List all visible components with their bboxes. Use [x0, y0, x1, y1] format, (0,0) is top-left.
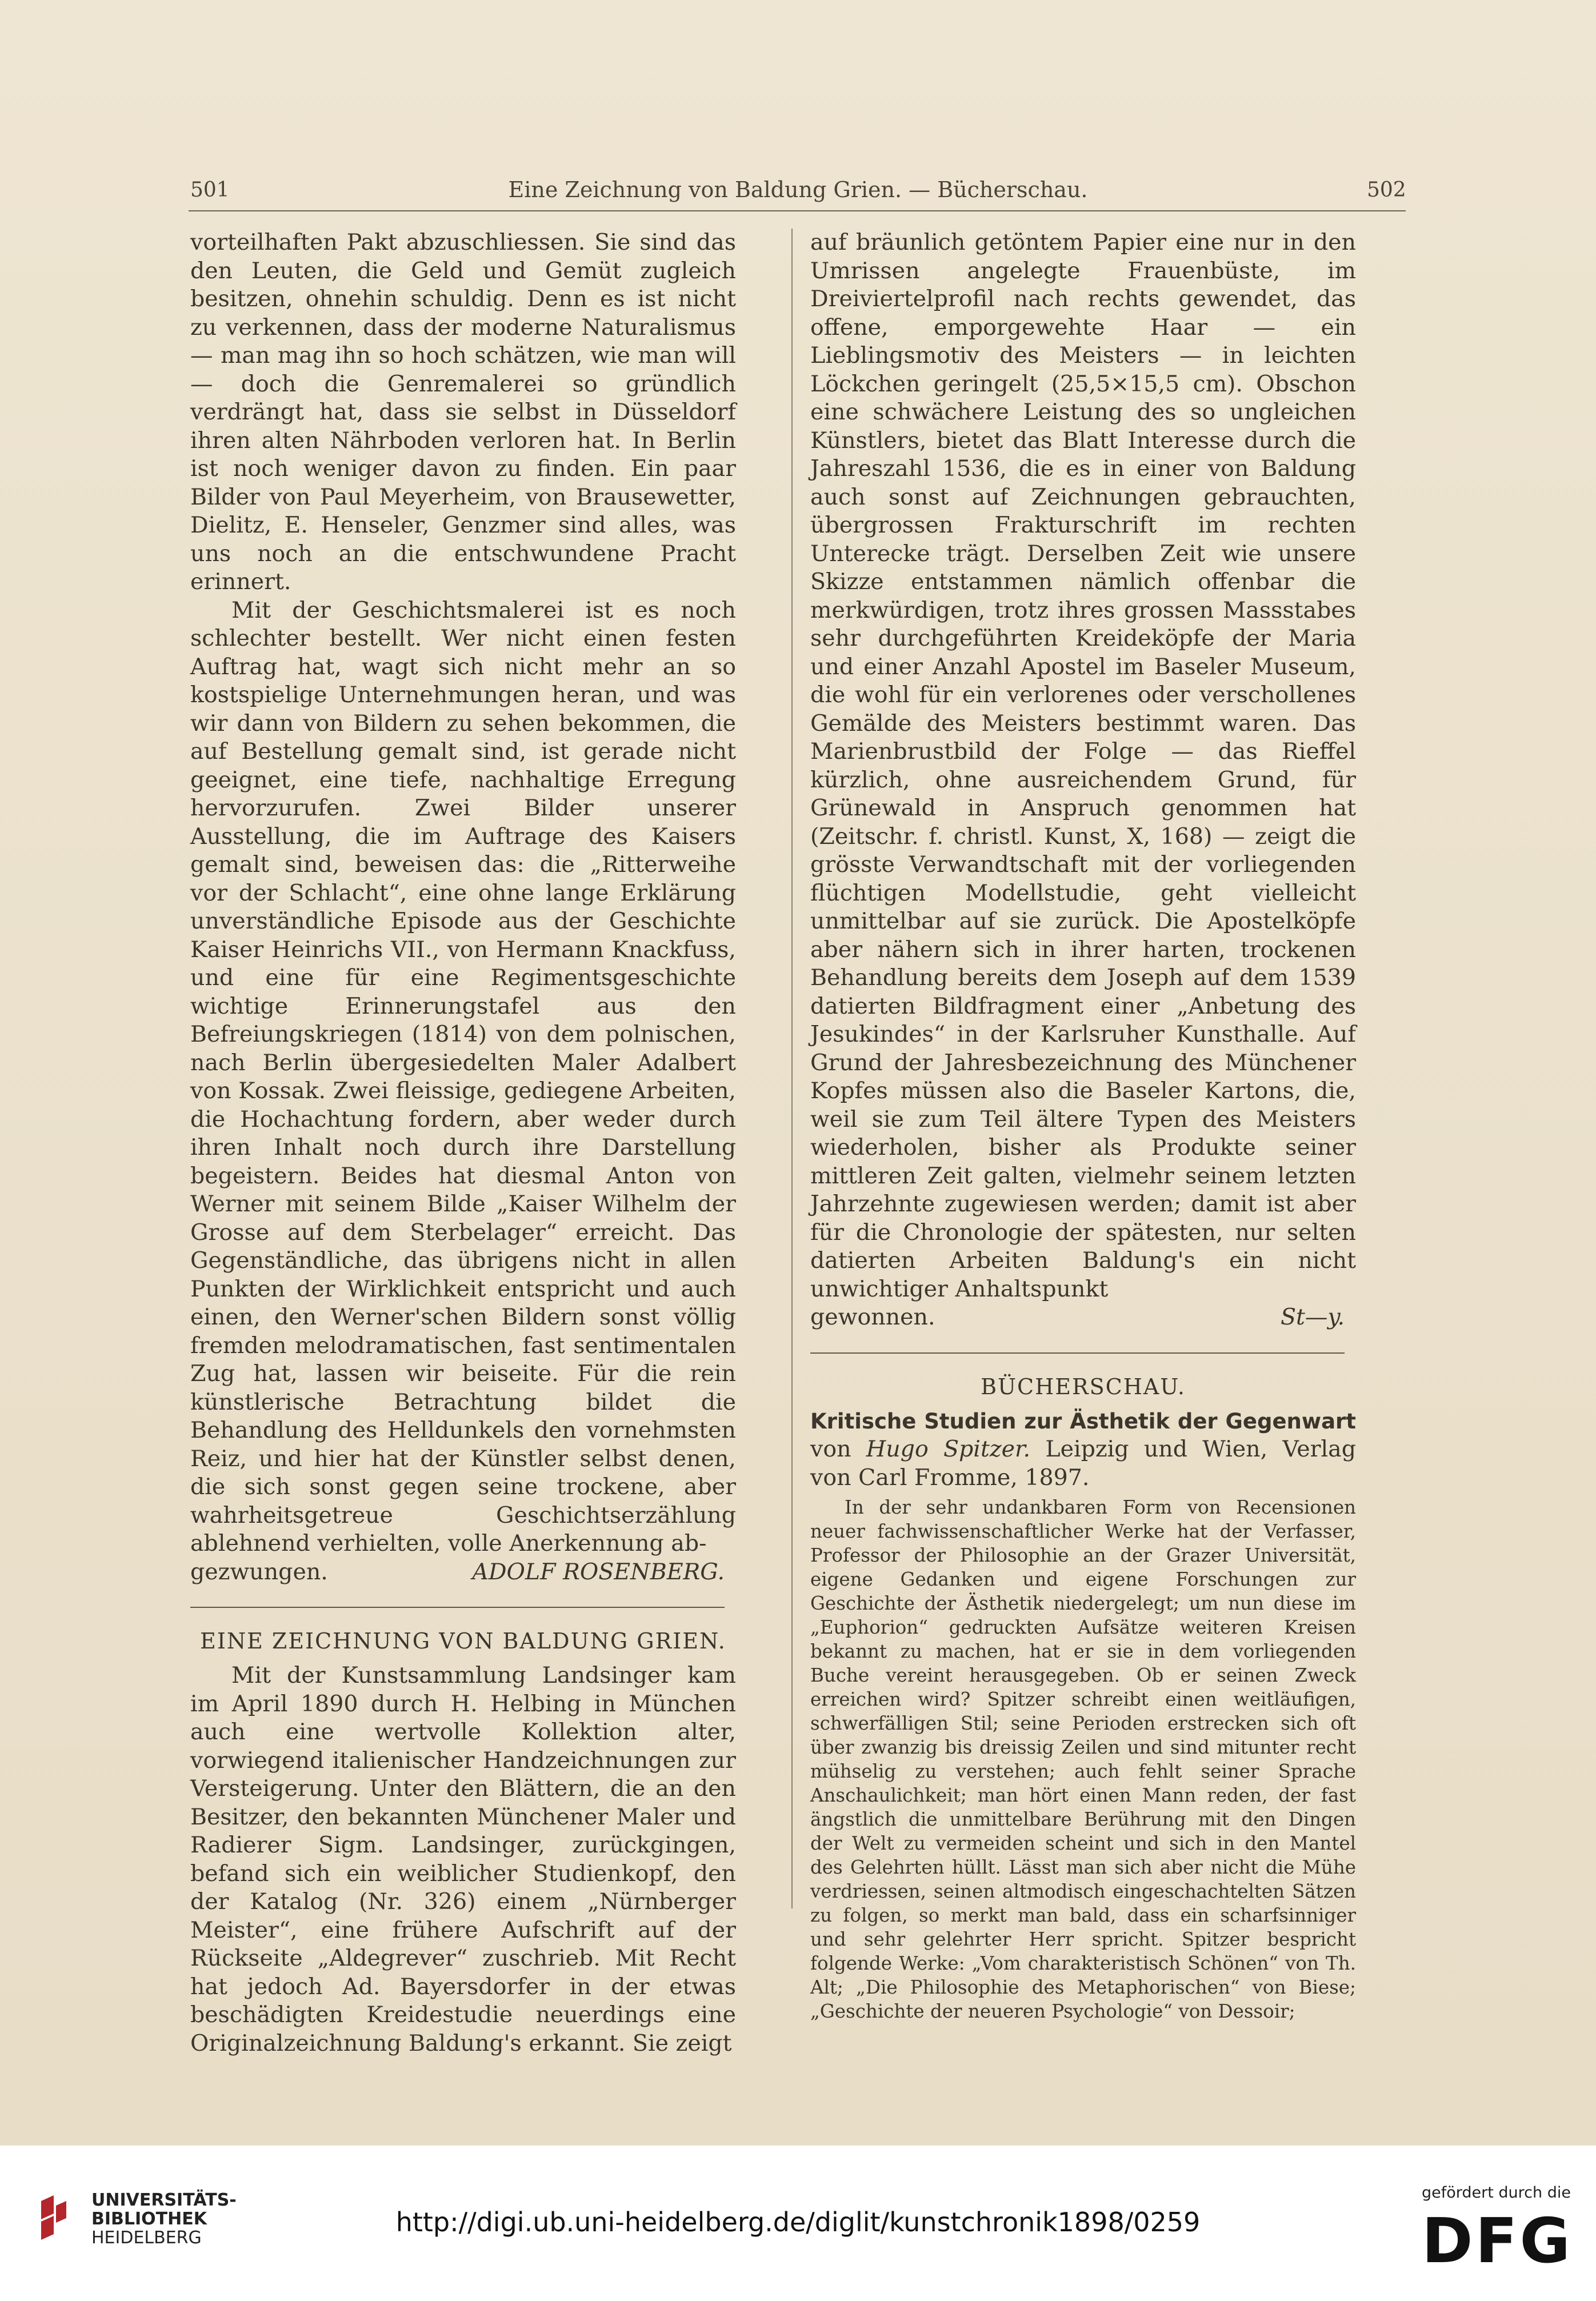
review-title: Kritische Studien zur Ästhetik der Gegenwart	[810, 1408, 1356, 1434]
paragraph: Mit der Kunstsammlung Landsinger kam im April 1890 durch H. Helbing in München auch eine wertvolle Kollektion alter, vorwiegend italienischer Handzeichnungen zur Versteigerung. Unter den Blättern, die an den Besitzer, den bekannten Münchener Maler und Radierer Sigm. Landsinger, zurückgingen, befand sich ein weiblicher Studienkopf, den der Katalog (Nr. 326) einem „Nürnberger Meister“, eine frühere Aufschrift auf der Rückseite „Aldegrever“ zuschrieb. Mit Recht hat jedoch Ad. Bayersdorfer in der etwas beschädigten Kreidestudie neuerdings eine Originalzeichnung Baldung's erkannt. Sie zeigt	[190, 1662, 736, 2056]
left-column	[190, 229, 736, 2058]
funding-note: gefördert durch die	[1422, 2184, 1571, 2202]
paragraph: auf bräunlich getöntem Papier eine nur in den Umrissen angelegte Frauenbüste, im Dreiviertelprofil nach rechts gewendet, das offene, emporgewehte Haar — ein Lieblingsmotiv des Meisters — in leichten Löckchen geringelt (25,5×15,5 cm). Obschon eine schwächere Leistung des so ungleichen Künstlers, bietet das Blatt Interesse durch die Jahreszahl 1536, die es in einer von Baldung auch sonst auf Zeichnungen gebrauchten, übergrossen Frakturschrift im rechten Unterecke trägt. Derselben Zeit wie unsere Skizze entstammen nämlich offenbar die merkwürdigen, trotz ihres grossen Massstabes sehr durchgeführten Kreideköpfe der Maria und einer Anzahl Apostel im Baseler Museum, die wohl für ein verlorenes oder verschollenes Gemälde des Meisters bestimmt waren. Das Marienbrustbild der Folge — das Rieffel kürzlich, ohne ausreichendem Grund, für Grünewald in Anspruch genommen hat (Zeitschr. f. christl. Kunst, X, 168) — zeigt die grösste Verwandtschaft mit der vorliegenden flüchtigen Modellstudie, geht vielleicht unmittelbar auf sie zurück. Die Apostelköpfe aber nähern sich in ihrer harten, trockenen Behandlung bereits dem Joseph auf dem 1539 datierten Bildfragment einer „Anbetung des Jesukindes“ in der Karlsruher Kunsthalle. Auf Grund der Jahresbezeichnung des Münchener Kopfes müssen also die Baseler Kartons, die, weil sie zum Teil ältere Typen des Meisters wiederholen, bisher als Produkte seiner mittleren Zeit galten, vielmehr seinem letzten Jahrzehnte zugewiesen werden; damit ist aber für die Chronologie der spätesten, nur selten datierten Arbeiten Baldung's ein nicht unwichtiger Anhaltspunkt	[810, 229, 1356, 1302]
review-author: Hugo Spitzer.	[866, 1436, 1031, 1462]
library-line: UNIVERSITÄTS-	[91, 2190, 237, 2210]
section-title: EINE ZEICHNUNG VON BALDUNG GRIEN.	[200, 1628, 726, 1654]
review-publisher: Leipzig und Wien, Verlag von Carl Fromme, 1897.	[810, 1436, 1356, 1491]
signature-line	[190, 1558, 736, 1587]
section-divider	[190, 1607, 725, 1608]
permalink-url[interactable]: http://digi.ub.uni-heidelberg.de/diglit/kunstchronik1898/0259	[395, 2207, 1201, 2238]
section-title: BÜCHERSCHAU.	[981, 1374, 1186, 1399]
running-title: Eine Zeichnung von Baldung Grien. — Bücherschau.	[508, 177, 1088, 202]
author-signature: ADOLF ROSENBERG.	[472, 1558, 725, 1585]
signature-line	[810, 1303, 1356, 1332]
line-end: gewonnen.	[810, 1304, 935, 1330]
library-line: HEIDELBERG	[91, 2228, 202, 2248]
page-number-left: 501	[190, 178, 230, 202]
review-heading	[810, 1407, 1356, 1492]
column-separator	[791, 229, 793, 1908]
dfg-logo: DFG	[1422, 2206, 1573, 2277]
review-von: von	[810, 1436, 866, 1462]
paragraph: In der sehr undankbaren Form von Recensionen neuer fachwissenschaftlicher Werke hat der Verfasser, Professor der Philosophie an der Grazer Universität, eigene Gedanken und eigene Forschungen zur Geschichte der Ästhetik niedergelegt; um nun diese im „Euphorion“ gedruckten Aufsätze weiteren Kreisen bekannt zu machen, hat er sie in dem vorliegenden Buche vereint herausgegeben. Ob er seinen Zweck erreichen wird? Spitzer schreibt einen weitläufigen, schwerfälligen Stil; seine Perioden erstrecken sich oft über zwanzig bis dreissig Zeilen und sind mitunter recht mühselig zu verstehen; auch fehlt seiner Sprache Anschaulichkeit; man hört einen Mann reden, der fast ängstlich die unmittelbare Berührung mit den Dingen der Welt zu vermeiden scheint und sich in den Mantel des Gelehrten hüllt. Lässt man sich aber nicht die Mühe verdriessen, seinen altmodisch eingeschachtelten Sätzen zu folgen, so merkt man bald, dass ein scharfsinniger und sehr gelehrter Herr spricht. Spitzer bespricht folgende Werke: „Vom charakteristisch Schönen“ von Th. Alt; „Die Philosophie des Metaphorischen“ von Biese; „Geschichte der neueren Psychologie“ von Dessoir;	[810, 1496, 1356, 2022]
section-divider	[810, 1352, 1345, 1354]
review-body	[810, 1495, 1356, 2023]
paragraph: vorteilhaften Pakt abzuschliessen. Sie sind das den Leuten, die Geld und Gemüt zugleich besitzen, ohnehin schuldig. Denn es ist nicht zu verkennen, dass der moderne Naturalismus — man mag ihn so hoch schätzen, wie man will — doch die Genremalerei so gründlich verdrängt hat, dass sie selbst in Düsseldorf ihren alten Nährboden verloren hat. In Berlin ist noch weniger davon zu finden. Ein paar Bilder von Paul Meyerheim, von Brausewetter, Dielitz, E. Henseler, Genzmer sind alles, was uns noch an die entschwundene Pracht erinnert.	[190, 229, 736, 595]
library-line: BIBLIOTHEK	[91, 2209, 207, 2229]
author-signature: St—y.	[1280, 1304, 1345, 1330]
paragraph: Mit der Geschichtsmalerei ist es noch schlechter bestellt. Wer nicht einen festen Auftrag hat, wagt sich nicht mehr an so kostspielige Unternehmungen heran, und was wir dann von Bildern zu sehen bekommen, die auf Bestellung gemalt sind, ist gerade nicht geeignet, eine tiefe, nachhaltige Erregung hervorzurufen. Zwei Bilder unserer Ausstellung, die im Auftrage des Kaisers gemalt sind, beweisen das: die „Ritterweihe vor der Schlacht“, eine ohne lange Erklärung unverständliche Episode aus der Geschichte Kaiser Heinrichs VII., von Hermann Knackfuss, und eine für eine Regimentsgeschichte wichtige Erinnerungstafel aus den Befreiungskriegen (1814) von dem polnischen, nach Berlin übergesiedelten Maler Adalbert von Kossak. Zwei fleissige, gediegene Arbeiten, die Hochachtung fordern, aber weder durch ihren Inhalt noch durch ihre Darstellung begeistern. Beides hat diesmal Anton von Werner mit seinem Bilde „Kaiser Wilhelm der Grosse auf dem Sterbelager“ erreicht. Das Gegenständliche, das übrigens nicht in allen Punkten der Wirklichkeit entspricht und auch einen, den Werner'schen Bildern sonst völlig fremden melodramatischen, fast sentimentalen Zug hat, lassen wir beiseite. Für die rein künstlerische Betrachtung bildet die Behandlung des Helldunkels den vornehmsten Reiz, und hier hat der Künstler selbst denen, die sich sonst gegen seine trockene, aber wahrheitsgetreue Geschichtserzählung ablehnend verhielten, volle Anerkennung ab-	[190, 597, 736, 1556]
page-number-right: 502	[1367, 178, 1406, 202]
header-rule	[189, 210, 1406, 211]
right-column	[810, 229, 1356, 2023]
line-end: gezwungen.	[190, 1558, 328, 1585]
